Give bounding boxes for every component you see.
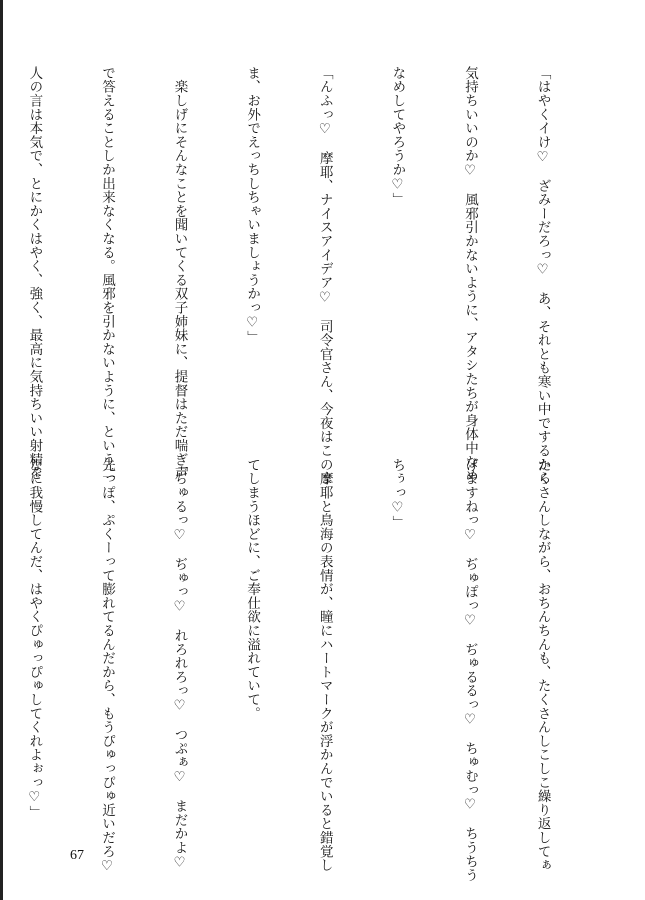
text-line: で答えることしか出来なくなる。風邪を引かないように、という二 xyxy=(98,66,115,480)
text-line: 「んふっ♡ 摩耶、ナイスアイデア♡ 司令官さん、今夜はこのま xyxy=(316,66,333,485)
text-line: 先っぽ、ぷくーって膨れてるんだから、もうぴゅっぴゅ近いだろ♡ xyxy=(98,458,115,875)
text-line: 楽しげにそんなことを聞いてくる双子姉妹に、提督はただ喘ぎ声 xyxy=(171,66,188,480)
text-line: たくさんしながら、おちんちんも、たくさんしこしこ繰り返してぁ xyxy=(534,458,551,872)
book-page xyxy=(8,0,645,900)
text-line: ちぅっ♡」 xyxy=(389,458,406,530)
text-line: げますねっ♡ ぢゅぽっ♡ ぢゅるるっ♡ ちゅむっ♡ ちうちう xyxy=(461,458,478,882)
text-line: なに我慢してんだ、はやくぴゅっぴゅしてくれよぉっ♡」 xyxy=(26,458,43,820)
page-number: 67 xyxy=(70,848,84,863)
text-line: ま、お外でえっちしちゃいましょうかっ♡」 xyxy=(244,66,261,345)
text-line: 気持ちいいのか♡ 風邪引かないように、アタシたちが身体中なめ xyxy=(461,66,478,483)
text-line: てしまうほどに、ご奉仕欲に溢れていて。 xyxy=(244,458,261,721)
text-line: なめしてやろうか♡」 xyxy=(389,66,406,207)
text-line: 「ぢゅるっ♡ ぢゅっ♡ れろれろっ♡ つぷぁ♡ まだかよ♡ xyxy=(171,458,188,871)
text-line: 摩耶と鳥海の表情が、瞳にハートマークが浮かんでいると錯覚し xyxy=(316,458,333,872)
text-line: 人の言は本気で、とにかくはやく、強く、最高に気持ちいい射精を xyxy=(26,66,43,480)
upper-text-block xyxy=(26,66,603,485)
text-line: 「はやくイけ♡ ざみーだろっ♡ あ、それとも寒い中でするから xyxy=(534,66,551,485)
